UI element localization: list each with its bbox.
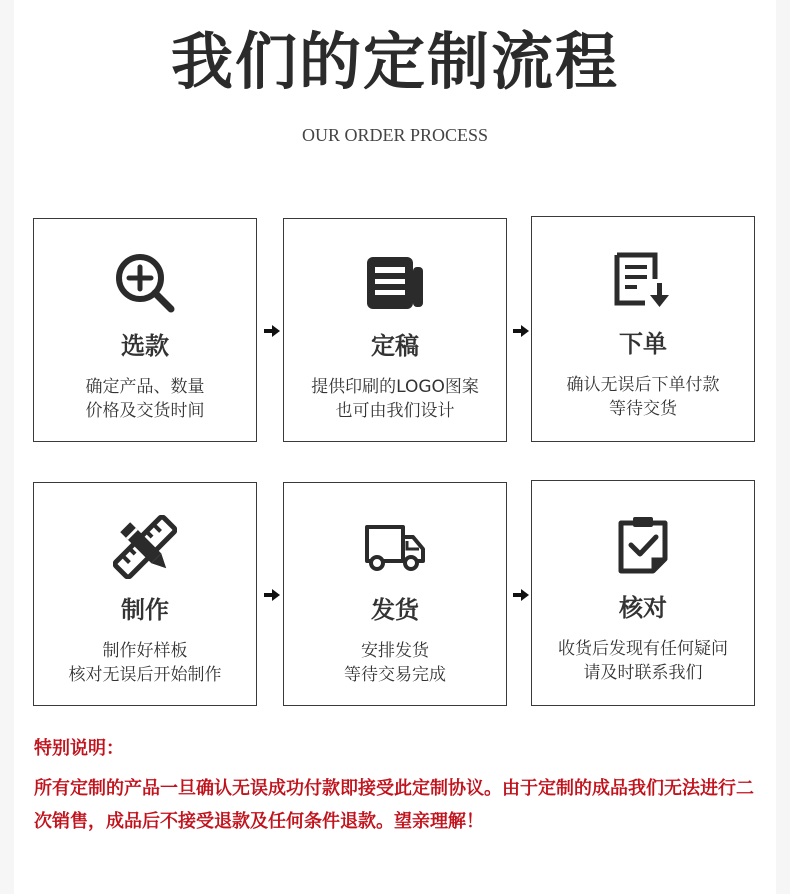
step-name: 下单 bbox=[619, 330, 667, 358]
step-desc-line: 核对无误后开始制作 bbox=[68, 665, 222, 685]
step-desc-line: 等待交货 bbox=[609, 399, 677, 419]
step-name: 选款 bbox=[121, 332, 169, 360]
step-desc-line: 等待交易完成 bbox=[344, 665, 446, 685]
step-card-finalize bbox=[283, 218, 507, 442]
step-name: 核对 bbox=[619, 594, 667, 622]
step-desc-line: 安排发货 bbox=[361, 641, 429, 661]
step-description bbox=[536, 637, 750, 685]
page-title: 我们的定制流程 bbox=[170, 25, 619, 98]
arrow-right-icon bbox=[513, 589, 529, 601]
step-name: 发货 bbox=[371, 596, 419, 624]
step-card-order bbox=[531, 216, 755, 442]
step-card-produce bbox=[33, 482, 257, 706]
step-description bbox=[38, 639, 252, 687]
notice-title: 特别说明： bbox=[34, 738, 124, 759]
step-description bbox=[536, 373, 750, 421]
step-name: 定稿 bbox=[371, 332, 419, 360]
step-description bbox=[288, 375, 502, 423]
step-desc-line: 确认无误后下单付款 bbox=[566, 375, 720, 395]
step-desc-line: 收货后发现有任何疑问 bbox=[558, 639, 728, 659]
notice-body: 所有定制的产品一旦确认无误成功付款即接受此定制协议。由于定制的成品我们无法进行二次销售，成品后不接受退款及任何条件退款。望亲理解！ bbox=[34, 778, 754, 832]
arrow-right-icon bbox=[264, 589, 280, 601]
step-desc-line: 价格及交货时间 bbox=[85, 401, 205, 421]
arrow-right-icon bbox=[513, 325, 529, 337]
zoom-in-icon bbox=[113, 251, 177, 315]
step-card-select bbox=[33, 218, 257, 442]
pencil-ruler-icon bbox=[113, 515, 177, 579]
step-desc-line: 请及时联系我们 bbox=[583, 663, 703, 683]
step-desc-line: 制作好样板 bbox=[102, 641, 188, 661]
step-desc-line: 提供印刷的LOGO图案 bbox=[311, 377, 479, 397]
step-desc-line: 确定产品、数量 bbox=[85, 377, 205, 397]
step-description bbox=[288, 639, 502, 687]
arrow-right-icon bbox=[264, 325, 280, 337]
step-name: 制作 bbox=[121, 596, 169, 624]
document-icon bbox=[363, 251, 427, 315]
page-subtitle: OUR ORDER PROCESS bbox=[301, 125, 489, 145]
step-card-ship bbox=[283, 482, 507, 706]
special-notice bbox=[34, 736, 756, 838]
step-card-verify bbox=[531, 480, 755, 706]
order-download-icon bbox=[611, 249, 675, 313]
truck-icon bbox=[363, 515, 427, 579]
step-description bbox=[38, 375, 252, 423]
clipboard-check-icon bbox=[611, 513, 675, 577]
step-desc-line: 也可由我们设计 bbox=[335, 401, 455, 421]
